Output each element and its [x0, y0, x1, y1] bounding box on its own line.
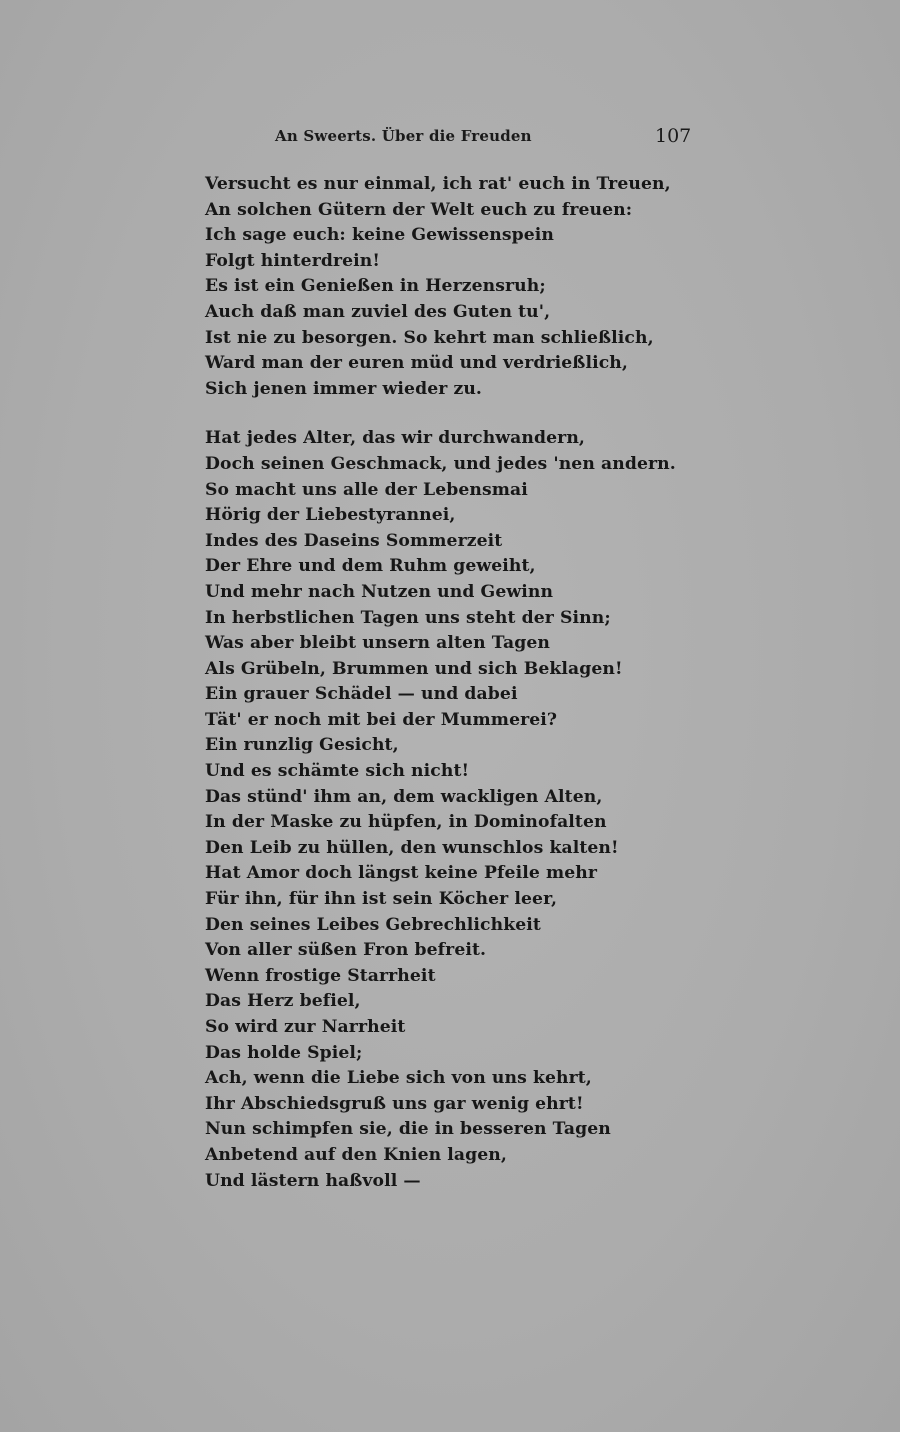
poem-line: Ach, wenn die Liebe sich von uns kehrt,: [205, 1068, 592, 1089]
poem-line: So wird zur Narrheit: [205, 1017, 406, 1037]
running-head-title: An Sweerts. Über die Freuden: [275, 127, 532, 145]
poem-line: Das Herz befiel,: [205, 991, 361, 1012]
poem-line: Tät' er noch mit bei der Mummerei?: [205, 709, 558, 730]
poem-line: Ihr Abschiedsgruß uns gar wenig ehrt!: [205, 1093, 584, 1114]
poem-line: Und mehr nach Nutzen und Gewinn: [205, 581, 554, 602]
poem-line: Sich jenen immer wieder zu.: [205, 378, 483, 399]
poem-line: Ist nie zu besorgen. So kehrt man schließlich,: [205, 327, 654, 348]
poem-line: In der Maske zu hüpfen, in Dominofalten: [205, 812, 607, 833]
poem-line: Den seines Leibes Gebrechlichkeit: [205, 914, 541, 935]
poem-line: Das holde Spiel;: [205, 1042, 363, 1063]
poem-line: Ich sage euch: keine Gewissenspein: [205, 225, 555, 246]
poem-line: Folgt hinterdrein!: [205, 250, 381, 271]
poem-line: Nun schimpfen sie, die in besseren Tagen: [205, 1119, 611, 1140]
poem-line: Hat jedes Alter, das wir durchwandern,: [205, 428, 586, 449]
poem-line: Auch daß man zuviel des Guten tu',: [205, 301, 551, 322]
poem-line: Hat Amor doch längst keine Pfeile mehr: [205, 863, 598, 884]
poem-line: Für ihn, für ihn ist sein Köcher leer,: [205, 889, 558, 910]
poem-line: In herbstlichen Tagen uns steht der Sinn;: [205, 607, 611, 628]
poem-line: Als Grübeln, Brummen und sich Beklagen!: [205, 658, 623, 679]
poem-line: Den Leib zu hüllen, den wunschlos kalten!: [205, 837, 619, 858]
poem-line: Anbetend auf den Knien lagen,: [205, 1144, 507, 1165]
poem-line: Ein runzlig Gesicht,: [205, 735, 399, 756]
poem-line: Hörig der Liebestyrannei,: [205, 505, 456, 526]
poem-line: Indes des Daseins Sommerzeit: [205, 530, 503, 551]
poem-line: An solchen Gütern der Welt euch zu freuen:: [205, 199, 633, 220]
poem-line: Und lästern haßvoll —: [205, 1170, 421, 1191]
poem-line: Das stünd' ihm an, dem wackligen Alten,: [205, 786, 603, 807]
poem-line: Ward man der euren müd und verdrießlich,: [205, 353, 628, 374]
stanza-1: [205, 172, 685, 402]
poem-line: Der Ehre und dem Ruhm geweiht,: [205, 556, 536, 577]
poem-line: Wenn frostige Starrheit: [205, 965, 436, 986]
poem-line: So macht uns alle der Lebensmai: [205, 479, 528, 500]
page-number: 107: [655, 125, 692, 147]
running-head: [0, 127, 900, 151]
poem-line: Von aller süßen Fron befreit.: [205, 940, 487, 961]
poem-line: Es ist ein Genießen in Herzensruh;: [205, 276, 546, 297]
stanza-break: [205, 402, 685, 426]
poem-text: [205, 172, 685, 1194]
poem-line: Doch seinen Geschmack, und jedes 'nen andern.: [205, 453, 676, 474]
stanza-2: [205, 426, 685, 1194]
poem-line: Was aber bleibt unsern alten Tagen: [205, 633, 550, 654]
poem-line: Und es schämte sich nicht!: [205, 761, 470, 782]
poem-line: Ein grauer Schädel — und dabei: [205, 684, 518, 705]
poem-line: Versucht es nur einmal, ich rat' euch in Treuen,: [205, 174, 671, 194]
